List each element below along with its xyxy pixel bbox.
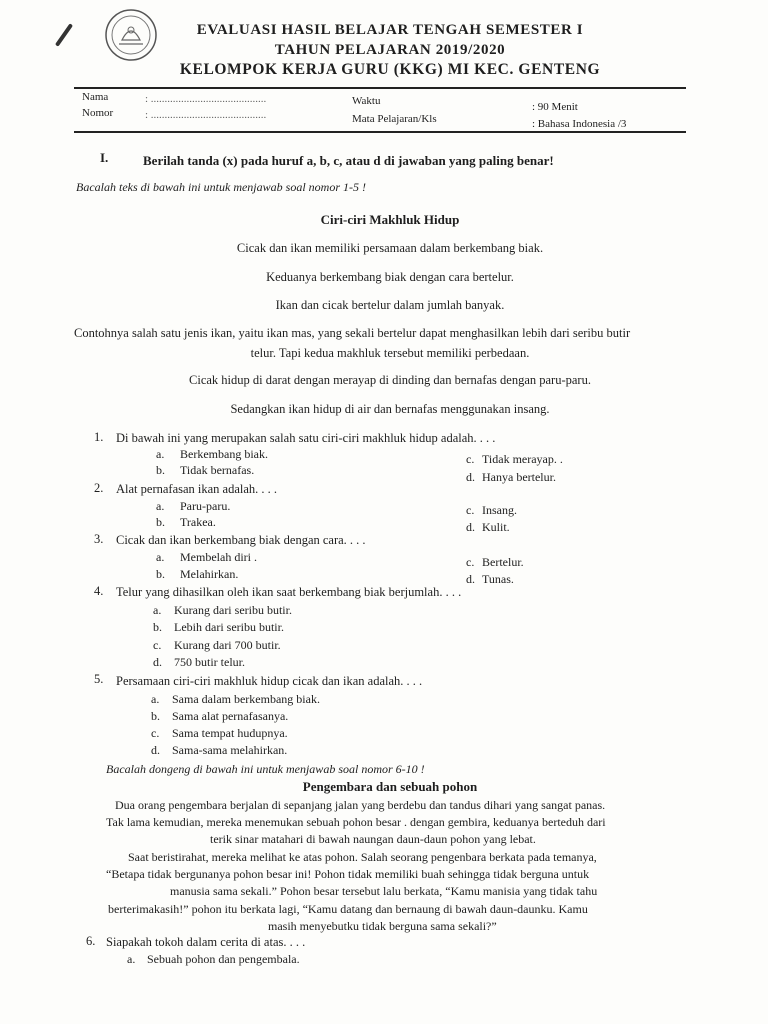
option-text: Sama-sama melahirkan.: [172, 743, 288, 757]
nomor-dots: : ..........................................: [145, 109, 267, 121]
option-letter: c.: [151, 726, 160, 740]
question-number: 2.: [94, 481, 104, 495]
option-text: Tidak merayap. .: [482, 452, 563, 466]
waktu-label: Waktu: [352, 95, 381, 107]
option-text: Kurang dari seribu butir.: [174, 603, 292, 617]
question-number: 3.: [94, 532, 104, 546]
question-text: Persamaan ciri-ciri makhluk hidup cicak dan ikan adalah. . . .: [116, 674, 423, 688]
school-emblem-icon: [104, 8, 158, 62]
question-number: 1.: [94, 430, 104, 444]
option-text: Sama tempat hudupnya.: [172, 726, 288, 740]
header-line1: EVALUASI HASIL BELAJAR TENGAH SEMESTER I: [196, 22, 584, 38]
option-letter: a.: [156, 499, 165, 513]
option-letter: c.: [466, 452, 475, 466]
option-text: Bertelur.: [482, 555, 524, 569]
option-letter: c.: [466, 503, 475, 517]
question-number: 6.: [86, 934, 96, 948]
story-line: manusia sama sekali.” Pohon besar tersebut lalu berkata, “Kamu manisia yang tidak tahu: [170, 884, 598, 898]
header-line2: TAHUN PELAJARAN 2019/2020: [274, 42, 506, 58]
option-text: Sama alat pernafasanya.: [172, 709, 289, 723]
passage-line: Ikan dan cicak bertelur dalam jumlah banyak.: [275, 298, 505, 312]
option-text: Berkembang biak.: [180, 447, 268, 461]
option-text: Kurang dari 700 butir.: [174, 638, 281, 652]
passage-line: Cicak dan ikan memiliki persamaan dalam berkembang biak.: [236, 241, 544, 255]
question-text: Cicak dan ikan berkembang biak dengan cara. . . .: [116, 533, 366, 547]
option-letter: d.: [466, 520, 475, 534]
option-letter: a.: [151, 692, 160, 706]
option-letter: a.: [153, 603, 162, 617]
option-text: Sama dalam berkembang biak.: [172, 692, 320, 706]
mapel-value: : Bahasa Indonesia /3: [532, 118, 627, 130]
option-text: Tunas.: [482, 572, 514, 586]
passage-title-1: Ciri-ciri Makhluk Hidup: [320, 212, 460, 227]
section-number: I.: [100, 150, 109, 165]
option-letter: b.: [156, 463, 165, 477]
pen-mark: [55, 23, 73, 47]
option-text: Hanya bertelur.: [482, 470, 556, 484]
option-letter: b.: [156, 515, 165, 529]
option-text: Tidak bernafas.: [180, 463, 255, 477]
header-line3: KELOMPOK KERJA GURU (KKG) MI KEC. GENTENG: [179, 61, 601, 78]
question-number: 5.: [94, 672, 104, 686]
option-text: Insang.: [482, 503, 517, 517]
option-text: 750 butir telur.: [174, 655, 245, 669]
option-letter: a.: [156, 447, 165, 461]
reading-note-2: Bacalah dongeng di bawah ini untuk menjawab soal nomor 6-10 !: [106, 762, 425, 776]
option-letter: d.: [466, 470, 475, 484]
option-letter: c.: [153, 638, 162, 652]
reading-note-1: Bacalah teks di bawah ini untuk menjawab soal nomor 1-5 !: [76, 180, 366, 194]
question-text: Di bawah ini yang merupakan salah satu ciri-ciri makhluk hidup adalah. . . .: [116, 431, 496, 445]
option-letter: a.: [156, 550, 165, 564]
header-rule-top: [74, 87, 686, 89]
story-line: Dua orang pengembara berjalan di sepanjang jalan yang berdebu dan tandus dihari yang sangat panas.: [115, 798, 606, 812]
story-line: Tak lama kemudian, mereka menemukan sebuah pohon besar . dengan gembira, keduanya berteduh dari: [106, 815, 606, 829]
option-letter: d.: [151, 743, 160, 757]
passage-line: Cicak hidup di darat dengan merayap di dinding dan bernafas dengan paru-paru.: [189, 373, 591, 387]
option-letter: b.: [153, 620, 162, 634]
passage-line: Contohnya salah satu jenis ikan, yaitu ikan mas, yang sekali bertelur dapat menghasilkan lebih dari seribu butir: [74, 326, 631, 340]
mapel-label: Mata Pelajaran/Kls: [352, 113, 437, 125]
question-text: Telur yang dihasilkan oleh ikan saat berkembang biak berjumlah. . . .: [116, 585, 462, 599]
option-letter: b.: [151, 709, 160, 723]
waktu-value: : 90 Menit: [532, 101, 578, 113]
option-letter: c.: [466, 555, 475, 569]
passage-line: Keduanya berkembang biak dengan cara bertelur.: [266, 270, 514, 284]
story-line: “Betapa tidak bergunanya pohon besar ini! Pohon tidak memiliki buah sehingga tidak berguna untuk: [106, 867, 590, 881]
question-text: Alat pernafasan ikan adalah. . . .: [116, 482, 278, 496]
passage-line: telur. Tapi kedua makhluk tersebut memiliki perbedaan.: [250, 346, 530, 360]
section-instruction: Berilah tanda (x) pada huruf a, b, c, atau d di jawaban yang paling benar!: [143, 153, 554, 168]
option-text: Membelah diri .: [180, 550, 257, 564]
nama-dots: : ..........................................: [145, 93, 267, 105]
story-line: masih menyebutku tidak berguna sama sekali?”: [268, 919, 497, 933]
story-line: terik sinar matahari di bawah naungan daun-daun pohon yang lebat.: [210, 832, 536, 846]
question-number: 4.: [94, 584, 104, 598]
option-text: Kulit.: [482, 520, 510, 534]
passage-title-2: Pengembara dan sebuah pohon: [302, 779, 478, 794]
option-text: Lebih dari seribu butir.: [174, 620, 284, 634]
option-letter: b.: [156, 567, 165, 581]
option-letter: d.: [466, 572, 475, 586]
option-text: Paru-paru.: [180, 499, 231, 513]
passage-line: Sedangkan ikan hidup di air dan bernafas menggunakan insang.: [230, 402, 550, 416]
option-letter: d.: [153, 655, 162, 669]
story-line: berterimakasih!” pohon itu berkata lagi, “Kamu datang dan bernaung di bawah daun-daunku. Kamu: [108, 902, 588, 916]
nomor-label: Nomor: [82, 107, 114, 119]
option-text: Sebuah pohon dan pengembala.: [147, 952, 300, 966]
question-text: Siapakah tokoh dalam cerita di atas. . . .: [106, 935, 306, 949]
header-rule-bottom: [74, 131, 686, 133]
option-letter: a.: [127, 952, 136, 966]
option-text: Trakea.: [180, 515, 216, 529]
story-line: Saat beristirahat, mereka melihat ke atas pohon. Salah seorang pengenbara berkata pada temanya,: [128, 850, 597, 864]
nama-label: Nama: [82, 91, 109, 103]
option-text: Melahirkan.: [180, 567, 239, 581]
